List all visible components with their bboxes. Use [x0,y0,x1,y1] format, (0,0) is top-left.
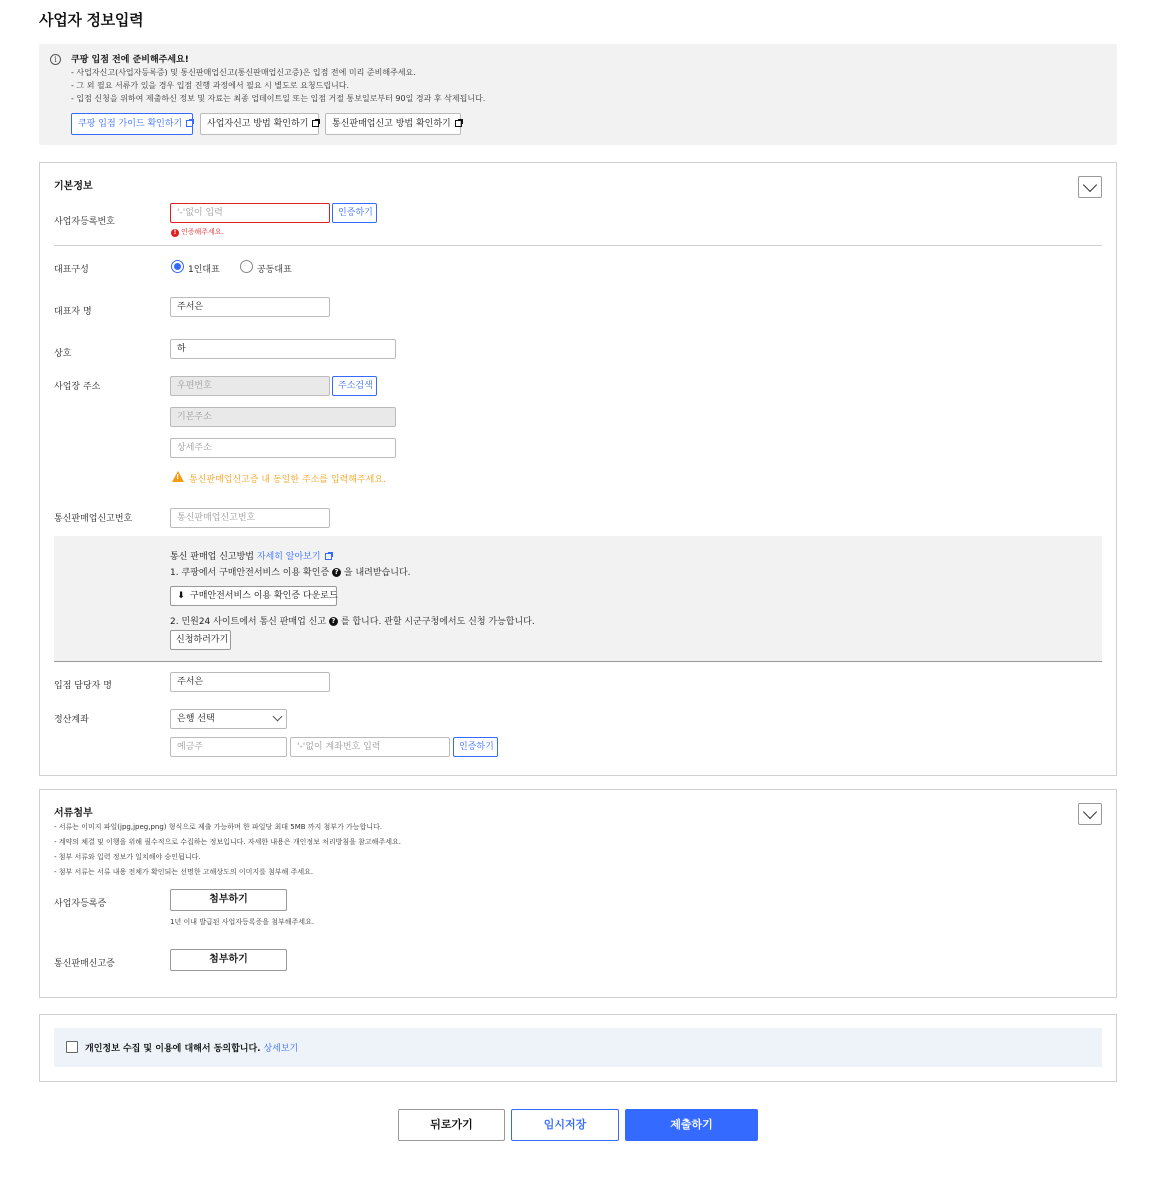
radio-joint-rep-label: 공동대표 [257,265,292,275]
bank-select-value: 은행 선택 [177,714,215,724]
external-link-icon [455,120,462,127]
guide-step-2-text-end: 를 합니다. 관할 시군구청에서도 신청 가능합니다. [340,617,535,627]
info-icon: i [50,54,61,65]
biz-no-error [171,227,224,237]
temp-save-button[interactable]: 임시저장 [511,1109,619,1141]
mail-order-input[interactable]: 통신판매업신고번호 [170,508,330,528]
biz-no-verify-button[interactable]: 인증하기 [332,203,377,223]
guide-title: 통신 판매업 신고방법 [170,552,254,562]
apply-button[interactable]: 신청하러가기 [170,630,231,650]
docs-note: - 계약의 체결 및 이행을 위해 필수적으로 수집하는 정보입니다. 자세한 내용은 개인정보 처리방침을 참고해주세요. [54,838,401,846]
company-label: 상호 [54,349,72,359]
divider [54,661,1102,662]
button-label: 구매안전서비스 이용 확인증 다운로드 [190,591,338,601]
guide-step-1 [170,565,410,578]
notice-line: - 사업자신고(사업자등록증) 및 통신판매업신고(통신판매업신고증)은 입점 전에 미리 준비해주세요. [71,68,416,77]
biz-cert-label: 사업자등록증 [54,899,107,909]
guide-step-1-text-end: 을 내려받습니다. [343,568,411,578]
section-title-docs: 서류첨부 [54,808,93,819]
guide-title-row [170,549,332,562]
download-icon: ⬇ [177,591,185,601]
agree-row [85,1041,298,1054]
download-cert-button[interactable] [170,586,337,606]
biz-cert-attach-button[interactable]: 첨부하기 [170,889,287,911]
base-address-input: 기본주소 [170,407,396,427]
account-number-input[interactable]: '-'없이 계좌번호 입력 [290,737,450,757]
mail-cert-attach-button[interactable]: 첨부하기 [170,949,287,971]
mail-order-guide-button[interactable] [325,113,461,135]
zip-input: 우편번호 [170,376,330,396]
account-label: 정산계좌 [54,715,89,725]
button-label: 쿠팡 입점 가이드 확인하기 [78,119,183,129]
address-label: 사업장 주소 [54,382,101,392]
guide-step-1-text: 1. 쿠팡에서 구매안전서비스 이용 확인증 [170,568,330,578]
mail-order-label: 통신판매업신고번호 [54,514,133,524]
detail-address-input[interactable]: 상세주소 [170,438,396,458]
submit-button[interactable]: 제출하기 [625,1109,758,1141]
docs-note: - 서류는 이미지 파일(jpg,jpeg,png) 형식으로 제출 가능하며 한 파일당 최대 5MB 까지 첨부가 가능합니다. [54,823,383,831]
rep-name-input[interactable]: 주서은 [170,297,330,317]
account-verify-button[interactable]: 인증하기 [453,737,498,757]
page-title: 사업자 정보입력 [39,11,144,29]
rep-type-label: 대표구성 [54,265,89,275]
rep-name-label: 대표자 명 [54,307,92,317]
address-warning: 통신판매업신고증 내 동일한 주소를 입력해주세요. [189,475,386,485]
collapse-chevron-icon[interactable] [1078,803,1102,825]
radio-single-rep[interactable] [171,260,184,273]
question-icon[interactable]: ? [332,568,341,577]
divider [54,245,1102,246]
external-link-icon [312,120,319,127]
mail-cert-label: 통신판매신고증 [54,959,115,969]
manager-input[interactable]: 주서은 [170,672,330,692]
docs-note: - 첨부 서류는 서류 내용 전체가 확인되는 선명한 고해상도의 이미지를 첨부해 주세요. [54,868,314,876]
external-link-icon [325,553,332,560]
bank-select[interactable] [170,709,287,729]
account-holder-input[interactable]: 예금주 [170,737,287,757]
button-label: 통신판매업신고 방법 확인하기 [332,119,451,129]
biz-no-input[interactable]: '-'없이 입력 [170,203,330,223]
section-title-basic: 기본정보 [54,181,93,192]
biz-no-label: 사업자등록번호 [54,217,115,227]
question-icon[interactable]: ? [329,617,338,626]
biz-report-guide-button[interactable] [200,113,319,135]
notice-heading: 쿠팡 입점 전에 준비해주세요! [71,55,189,65]
docs-note: - 첨부 서류와 입력 정보가 일치해야 승인됩니다. [54,853,201,861]
manager-label: 입점 담당자 명 [54,681,112,691]
notice-line: - 그 외 필요 서류가 있을 경우 입점 진행 과정에서 필요 시 별도로 요청드립니다. [71,81,350,90]
biz-cert-note: 1년 이내 발급된 사업자등록증을 첨부해주세요. [170,918,315,926]
agree-detail-link[interactable]: 상세보기 [263,1044,299,1054]
collapse-chevron-icon[interactable] [1078,176,1102,198]
guide-step-2 [170,614,535,627]
address-search-button[interactable]: 주소검색 [332,376,377,396]
radio-joint-rep[interactable] [240,260,253,273]
company-input[interactable]: 하 [170,339,396,359]
notice-line: - 입점 신청을 위하여 제출하신 정보 및 자료는 최종 업데이트일 또는 입점 거절 통보일로부터 90일 경과 후 삭제됩니다. [71,94,486,103]
radio-single-rep-label: 1인대표 [188,265,220,275]
error-text: 인증해주세요. [181,228,224,236]
coupang-guide-button[interactable] [71,113,193,135]
agree-text: 개인정보 수집 및 이용에 대해서 동의합니다. [85,1044,261,1054]
guide-step-2-text: 2. 민원24 사이트에서 통신 판매업 신고 [170,617,327,627]
guide-detail-link[interactable]: 자세히 알아보기 [256,552,321,562]
button-label: 사업자신고 방법 확인하기 [207,119,309,129]
external-link-icon [186,120,193,127]
agree-checkbox[interactable] [66,1041,78,1053]
back-button[interactable]: 뒤로가기 [398,1109,505,1141]
error-icon: ! [171,229,179,237]
warning-icon [172,471,184,482]
